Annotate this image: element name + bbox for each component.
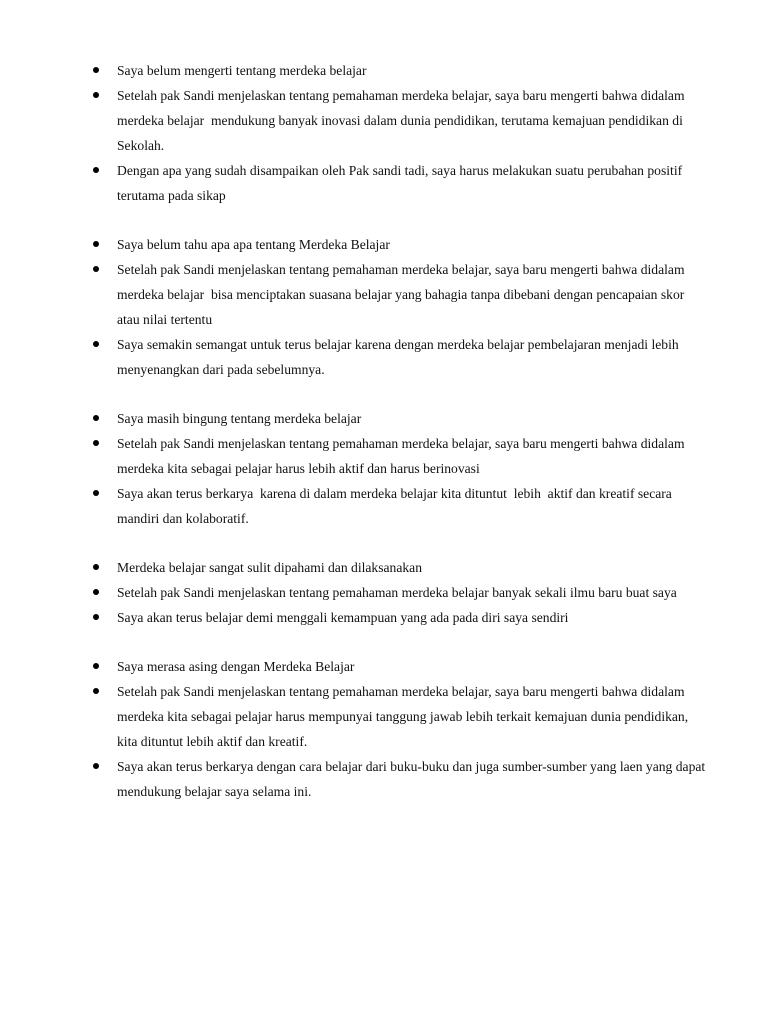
bullet-icon [93,564,99,570]
bullet-icon [93,241,99,247]
list-item-text: Saya akan terus berkarya karena di dalam merdeka belajar kita dituntut lebih aktif dan kreatif secara mandiri dan kolaboratif. [117,486,676,526]
bullet-icon [93,763,99,769]
bullet-group-4 [0,555,768,630]
bullet-icon [93,167,99,173]
list-item-text: Saya akan terus belajar demi menggali kemampuan yang ada pada diri saya sendiri [117,610,569,625]
list-item [0,332,768,382]
list-item [0,754,768,804]
bullet-group-1 [0,58,768,208]
bullet-icon [93,614,99,620]
list-item [0,406,768,431]
list-item [0,555,768,580]
bullet-icon [93,92,99,98]
bullet-icon [93,688,99,694]
bullet-icon [93,589,99,595]
list-item [0,481,768,531]
bullet-icon [93,663,99,669]
list-item-text: Setelah pak Sandi menjelaskan tentang pemahaman merdeka belajar, saya baru mengerti bahwa didalam merdeka belajar mendukung banyak inovasi dalam dunia pendidikan, terutama kemajuan pendidikan di Sekolah. [117,88,688,153]
list-item-text: Setelah pak Sandi menjelaskan tentang pemahaman merdeka belajar, saya baru mengerti bahwa didalam merdeka kita sebagai pelajar harus mempunyai tanggung jawab lebih terkait kemajuan dunia pendidikan, kita dituntut lebih aktif dan kreatif. [117,684,692,749]
list-item-text: Merdeka belajar sangat sulit dipahami dan dilaksanakan [117,560,422,575]
list-item [0,580,768,605]
list-item [0,431,768,481]
list-item [0,257,768,332]
bullet-group-5 [0,654,768,804]
document-page [0,58,768,828]
list-item [0,158,768,208]
list-item-text: Saya merasa asing dengan Merdeka Belajar [117,659,355,674]
bullet-icon [93,67,99,73]
bullet-group-2 [0,232,768,382]
list-item-text: Saya belum tahu apa apa tentang Merdeka Belajar [117,237,390,252]
bullet-icon [93,266,99,272]
list-item-text: Dengan apa yang sudah disampaikan oleh Pak sandi tadi, saya harus melakukan suatu perubahan positif terutama pada sikap [117,163,686,203]
list-item [0,679,768,754]
bullet-icon [93,341,99,347]
list-item-text: Setelah pak Sandi menjelaskan tentang pemahaman merdeka belajar, saya baru mengerti bahwa didalam merdeka kita sebagai pelajar harus lebih aktif dan harus berinovasi [117,436,688,476]
list-item-text: Setelah pak Sandi menjelaskan tentang pemahaman merdeka belajar banyak sekali ilmu baru buat saya [117,585,677,600]
bullet-icon [93,415,99,421]
bullet-icon [93,490,99,496]
list-item [0,654,768,679]
bullet-group-3 [0,406,768,531]
list-item-text: Saya akan terus berkarya dengan cara belajar dari buku-buku dan juga sumber-sumber yang laen yang dapat mendukung belajar saya selama ini. [117,759,709,799]
list-item [0,232,768,257]
bullet-icon [93,440,99,446]
list-item-text: Saya semakin semangat untuk terus belajar karena dengan merdeka belajar pembelajaran menjadi lebih menyenangkan dari pada sebelumnya. [117,337,683,377]
list-item-text: Saya masih bingung tentang merdeka belajar [117,411,362,426]
list-item-text: Setelah pak Sandi menjelaskan tentang pemahaman merdeka belajar, saya baru mengerti bahwa didalam merdeka belajar bisa menciptakan suasana belajar yang bahagia tanpa dibebani dengan pencapaian skor atau nilai tertentu [117,262,688,327]
list-item-text: Saya belum mengerti tentang merdeka belajar [117,63,367,78]
list-item [0,83,768,158]
list-item [0,605,768,630]
list-item [0,58,768,83]
